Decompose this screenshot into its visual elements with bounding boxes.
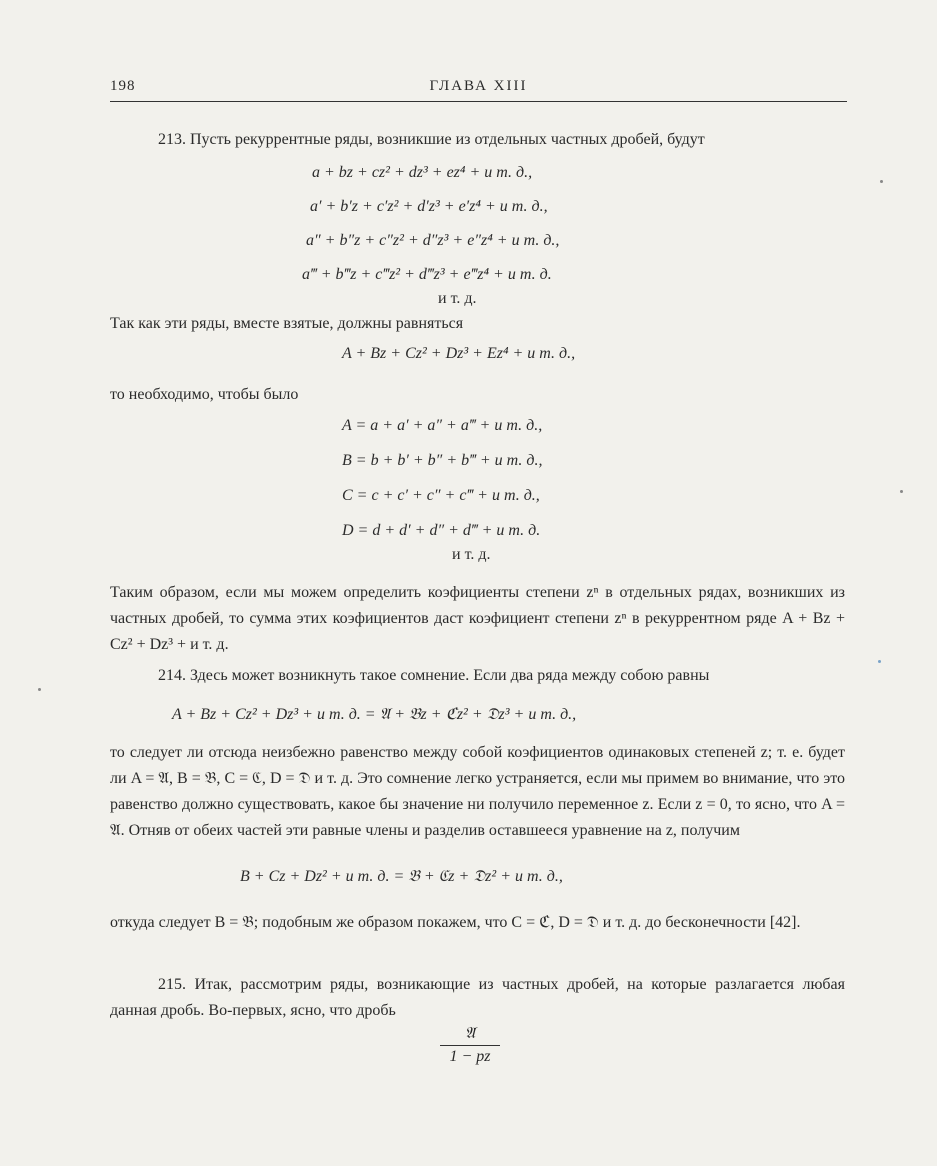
- section-213-intro: 213. Пусть рекуррентные ряды, возникшие из отдельных частных дробей, будут: [158, 131, 705, 148]
- scan-speck: [880, 180, 883, 183]
- fraction: [440, 1024, 500, 1067]
- fraction-denominator: 1 − pz: [449, 1048, 491, 1065]
- coeff-etc: и т. д.: [452, 546, 491, 563]
- equation-series-equal: A + Bz + Cz² + Dz³ + и т. д. = 𝔄 + 𝔅z + ℭz² + 𝔇z³ + и т. д.,: [172, 706, 577, 723]
- series-4: a‴ + b‴z + c‴z² + d‴z³ + e‴z⁴ + и т. д.: [302, 266, 552, 283]
- equation-reduced: B + Cz + Dz² + и т. д. = 𝔅 + ℭz + 𝔇z² + и т. д.,: [240, 868, 563, 885]
- coeff-C: C = c + c′ + c″ + c‴ + и т. д.,: [342, 487, 540, 504]
- page-number: 198: [110, 78, 136, 94]
- section-214-text: то следует ли отсюда неизбежно равенство между собой коэфициентов одинаковых степеней z; т. е. будет ли A = 𝔄, B = 𝔅, C = ℭ, D = 𝔇 и т. д. Это сомнение легко устраняется, если мы примем во внимание, что это равенство должно существовать, какое бы значение ни получило переменное z. Если z = 0, то ясно, что A = 𝔄. Отняв от обеих частей эти равные члены и разделив оставшееся уравнение на z, получим: [110, 744, 845, 839]
- series-2: a′ + b′z + c′z² + d′z³ + e′z⁴ + и т. д.,: [310, 198, 548, 215]
- fraction-bar: [440, 1045, 500, 1046]
- chapter-title: ГЛАВА XIII: [429, 78, 528, 94]
- coeff-B: B = b + b′ + b″ + b‴ + и т. д.,: [342, 452, 543, 469]
- coeff-D: D = d + d′ + d″ + d‴ + и т. д.: [342, 522, 541, 539]
- scan-speck: [878, 660, 881, 663]
- header-rule: [110, 101, 847, 102]
- section-214-after: откуда следует B = 𝔅; подобным же образом покажем, что C = ℭ, D = 𝔇 и т. д. до бесконечности [42].: [110, 914, 801, 931]
- fraction-numerator: 𝔄: [464, 1025, 476, 1042]
- scan-speck: [38, 688, 41, 691]
- necessary-text: то необходимо, чтобы было: [110, 386, 299, 403]
- section-213-conclusion: Таким образом, если мы можем определить коэфициенты степени zⁿ в отдельных рядах, возникших из частных дробей, то сумма этих коэфициентов даст коэфициент степени zⁿ в рекуррентном ряде A + Bz + Cz² + Dz³ + и т. д.: [110, 584, 845, 653]
- series-etc: и т. д.: [438, 290, 477, 307]
- section-215-intro: 215. Итак, рассмотрим ряды, возникающие из частных дробей, на которые разлагается любая данная дробь. Во-первых, ясно, что дробь: [110, 976, 845, 1019]
- series-1: a + bz + cz² + dz³ + ez⁴ + и т. д.,: [312, 164, 533, 181]
- since-text: Так как эти ряды, вместе взятые, должны равняться: [110, 315, 464, 332]
- section-214-intro: 214. Здесь может возникнуть такое сомнение. Если два ряда между собою равны: [158, 667, 710, 684]
- series-3: a″ + b″z + c″z² + d″z³ + e″z⁴ + и т. д.,: [306, 232, 560, 249]
- sum-series: A + Bz + Cz² + Dz³ + Ez⁴ + и т. д.,: [342, 345, 576, 362]
- page-header: [110, 78, 847, 100]
- scan-speck: [900, 490, 903, 493]
- coeff-A: A = a + a′ + a″ + a‴ + и т. д.,: [342, 417, 543, 434]
